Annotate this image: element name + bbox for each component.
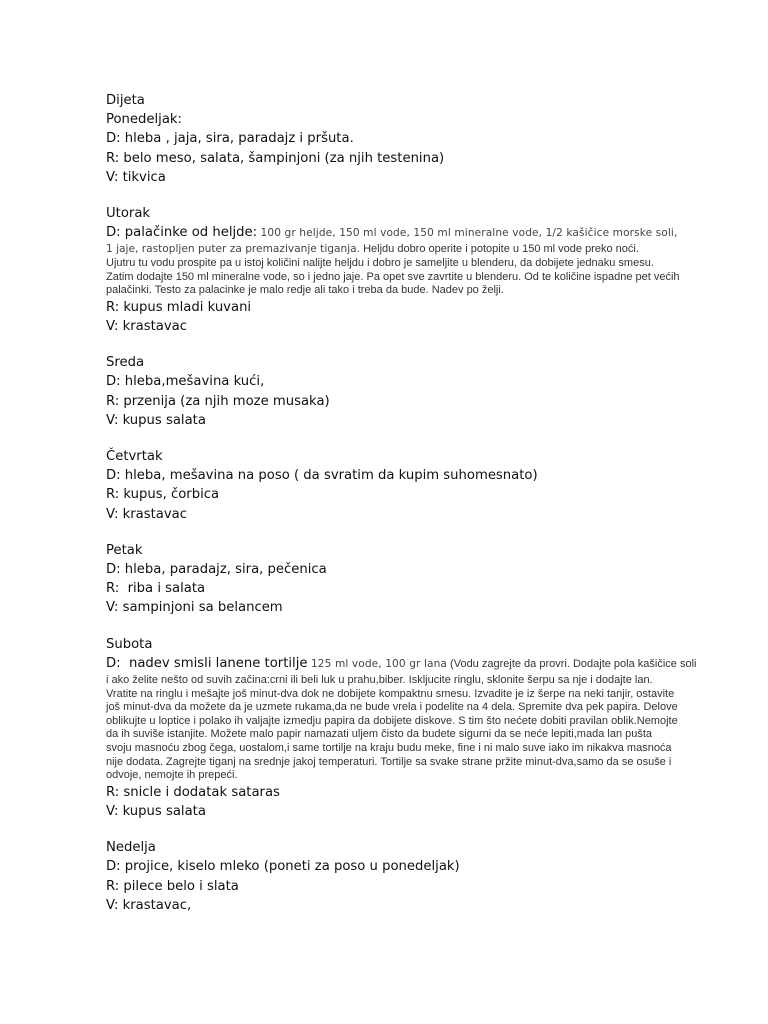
wednesday-dinner: V: kupus salata <box>106 412 206 428</box>
tuesday-recipe-ingredients: 100 gr heljde, 150 ml vode, 150 ml mineralne vode, 1/2 kašičice morske soli, <box>257 227 678 240</box>
monday-lunch: R: belo meso, salata, šampinjoni (za njih testenina) <box>106 150 445 166</box>
tuesday-breakfast-label: D: palačinke od heljde: <box>106 225 258 241</box>
saturday-breakfast-line1 <box>106 654 706 674</box>
friday-dinner: V: sampinjoni sa belancem <box>106 600 283 616</box>
section-thursday <box>106 447 706 524</box>
section-friday <box>106 541 706 618</box>
sunday-lunch: R: pilece belo i slata <box>106 878 239 894</box>
saturday-recipe-line3: Vratite na ringlu i mešajte još minut-dva dok ne dobijete kompaktnu smesu. Izvadite je iz šerpe na neki tanjir, ostavite <box>106 687 675 700</box>
day-heading-saturday: Subota <box>106 636 153 652</box>
day-heading-thursday: Četvrtak <box>106 449 163 465</box>
section-monday <box>106 91 706 187</box>
tuesday-recipe-instructions-start: Heljdu dobro operite i potopite u 150 ml vode preko noći. <box>360 243 639 256</box>
saturday-dinner: V: kupus salata <box>106 804 206 819</box>
section-wednesday <box>106 353 706 430</box>
thursday-lunch: R: kupus, čorbica <box>106 487 220 503</box>
tuesday-recipe-line2 <box>106 243 706 257</box>
tuesday-recipe-line5: palačinki. Testo za palacinke je malo redje ali tako i treba da bude. Nadev po želji. <box>106 284 504 297</box>
day-heading-tuesday: Utorak <box>106 206 151 222</box>
saturday-recipe-line2: i ako želite nešto od suvih začina:crni ili beli luk u prahu,biber. Iskljucite ringlu, sklonite šerpu sa nje i dodajte lan. <box>106 674 653 687</box>
tuesday-lunch: R: kupus mladi kuvani <box>106 299 252 315</box>
thursday-dinner: V: krastavac <box>106 506 187 522</box>
friday-breakfast: D: hleba, paradajz, sira, pečenica <box>106 562 327 578</box>
wednesday-breakfast: D: hleba,mešavina kući, <box>106 374 265 390</box>
monday-breakfast: D: hleba , jaja, sira, paradajz i pršuta. <box>106 131 354 147</box>
day-heading-wednesday: Sreda <box>106 355 145 371</box>
document-page <box>106 91 706 932</box>
friday-lunch: R: riba i salata <box>106 581 206 597</box>
document-title: Dijeta <box>106 93 145 108</box>
day-heading-friday: Petak <box>106 542 143 558</box>
saturday-recipe-line9: odvoje, nemojte ih prepeći. <box>106 769 238 782</box>
section-saturday <box>106 635 706 822</box>
saturday-recipe-line8: nije dodata. Zagrejte tiganj na srednje jakoj temperaturi. Tortilje sa svake strane pržite minut-dva,samo da se osuše i <box>106 755 672 768</box>
sunday-dinner: V: krastavac, <box>106 897 192 913</box>
monday-dinner: V: tikvica <box>106 169 166 185</box>
saturday-recipe-line7: svoju masnoću zbog čega, uostalom,i same tortilje na kraju budu meke, fine i ni malo suve iako im nikakva masnoća <box>106 742 672 755</box>
saturday-recipe-line6: da ih suviše istanjite. Možete malo papir namazati uljem čisto da budete sigurni da se neće lepiti,mada lan pušta <box>106 728 653 741</box>
tuesday-recipe-line4: Zatim dodajte 150 ml mineralne vode, so i jedno jaje. Pa opet sve zavrtite u blenderu. Od te količine ispadne pet većih <box>106 270 680 283</box>
day-heading-sunday: Nedelja <box>106 840 156 856</box>
section-tuesday <box>106 204 706 336</box>
saturday-lunch: R: snicle i dodatak sataras <box>106 784 280 800</box>
section-sunday <box>106 838 706 915</box>
thursday-breakfast: D: hleba, mešavina na poso ( da svratim da kupim suhomesnato) <box>106 468 538 484</box>
tuesday-recipe-line3: Ujutru tu vodu prospite pa u istoj količini nalijte heljdu i dobro je sameljite u blenderu, da dobijete jednaku smesu. <box>106 257 654 270</box>
saturday-recipe-line5: oblikujte u loptice i polako ih valjajte izmedju papira da dobijete diskove. S tim što nećete dobiti pravilan oblik.Nemojte <box>106 714 678 727</box>
tuesday-recipe-ingredients-cont: 1 jaje, rastopljen puter za premazivanje tiganja. <box>106 243 361 256</box>
saturday-recipe-ingredients: 125 ml vode, 100 gr lana <box>307 657 447 670</box>
saturday-recipe-line4: još minut-dva da možete da je uzmete rukama,da ne bude vrela i podelite na 4 dela. Spremite dva pek papira. Delove <box>106 701 678 714</box>
saturday-breakfast-label: D: nadev smisli lanene tortilje <box>106 655 308 671</box>
tuesday-dinner: V: krastavac <box>106 319 187 334</box>
day-heading-monday: Ponedeljak: <box>106 112 182 128</box>
tuesday-breakfast-line1 <box>106 223 706 243</box>
saturday-recipe-instructions-start: (Vodu zagrejte da provri. Dodajte pola kašičice soli <box>447 657 697 670</box>
sunday-breakfast: D: projice, kiselo mleko (poneti za poso u ponedeljak) <box>106 859 460 875</box>
wednesday-lunch: R: przenija (za njih moze musaka) <box>106 393 330 409</box>
